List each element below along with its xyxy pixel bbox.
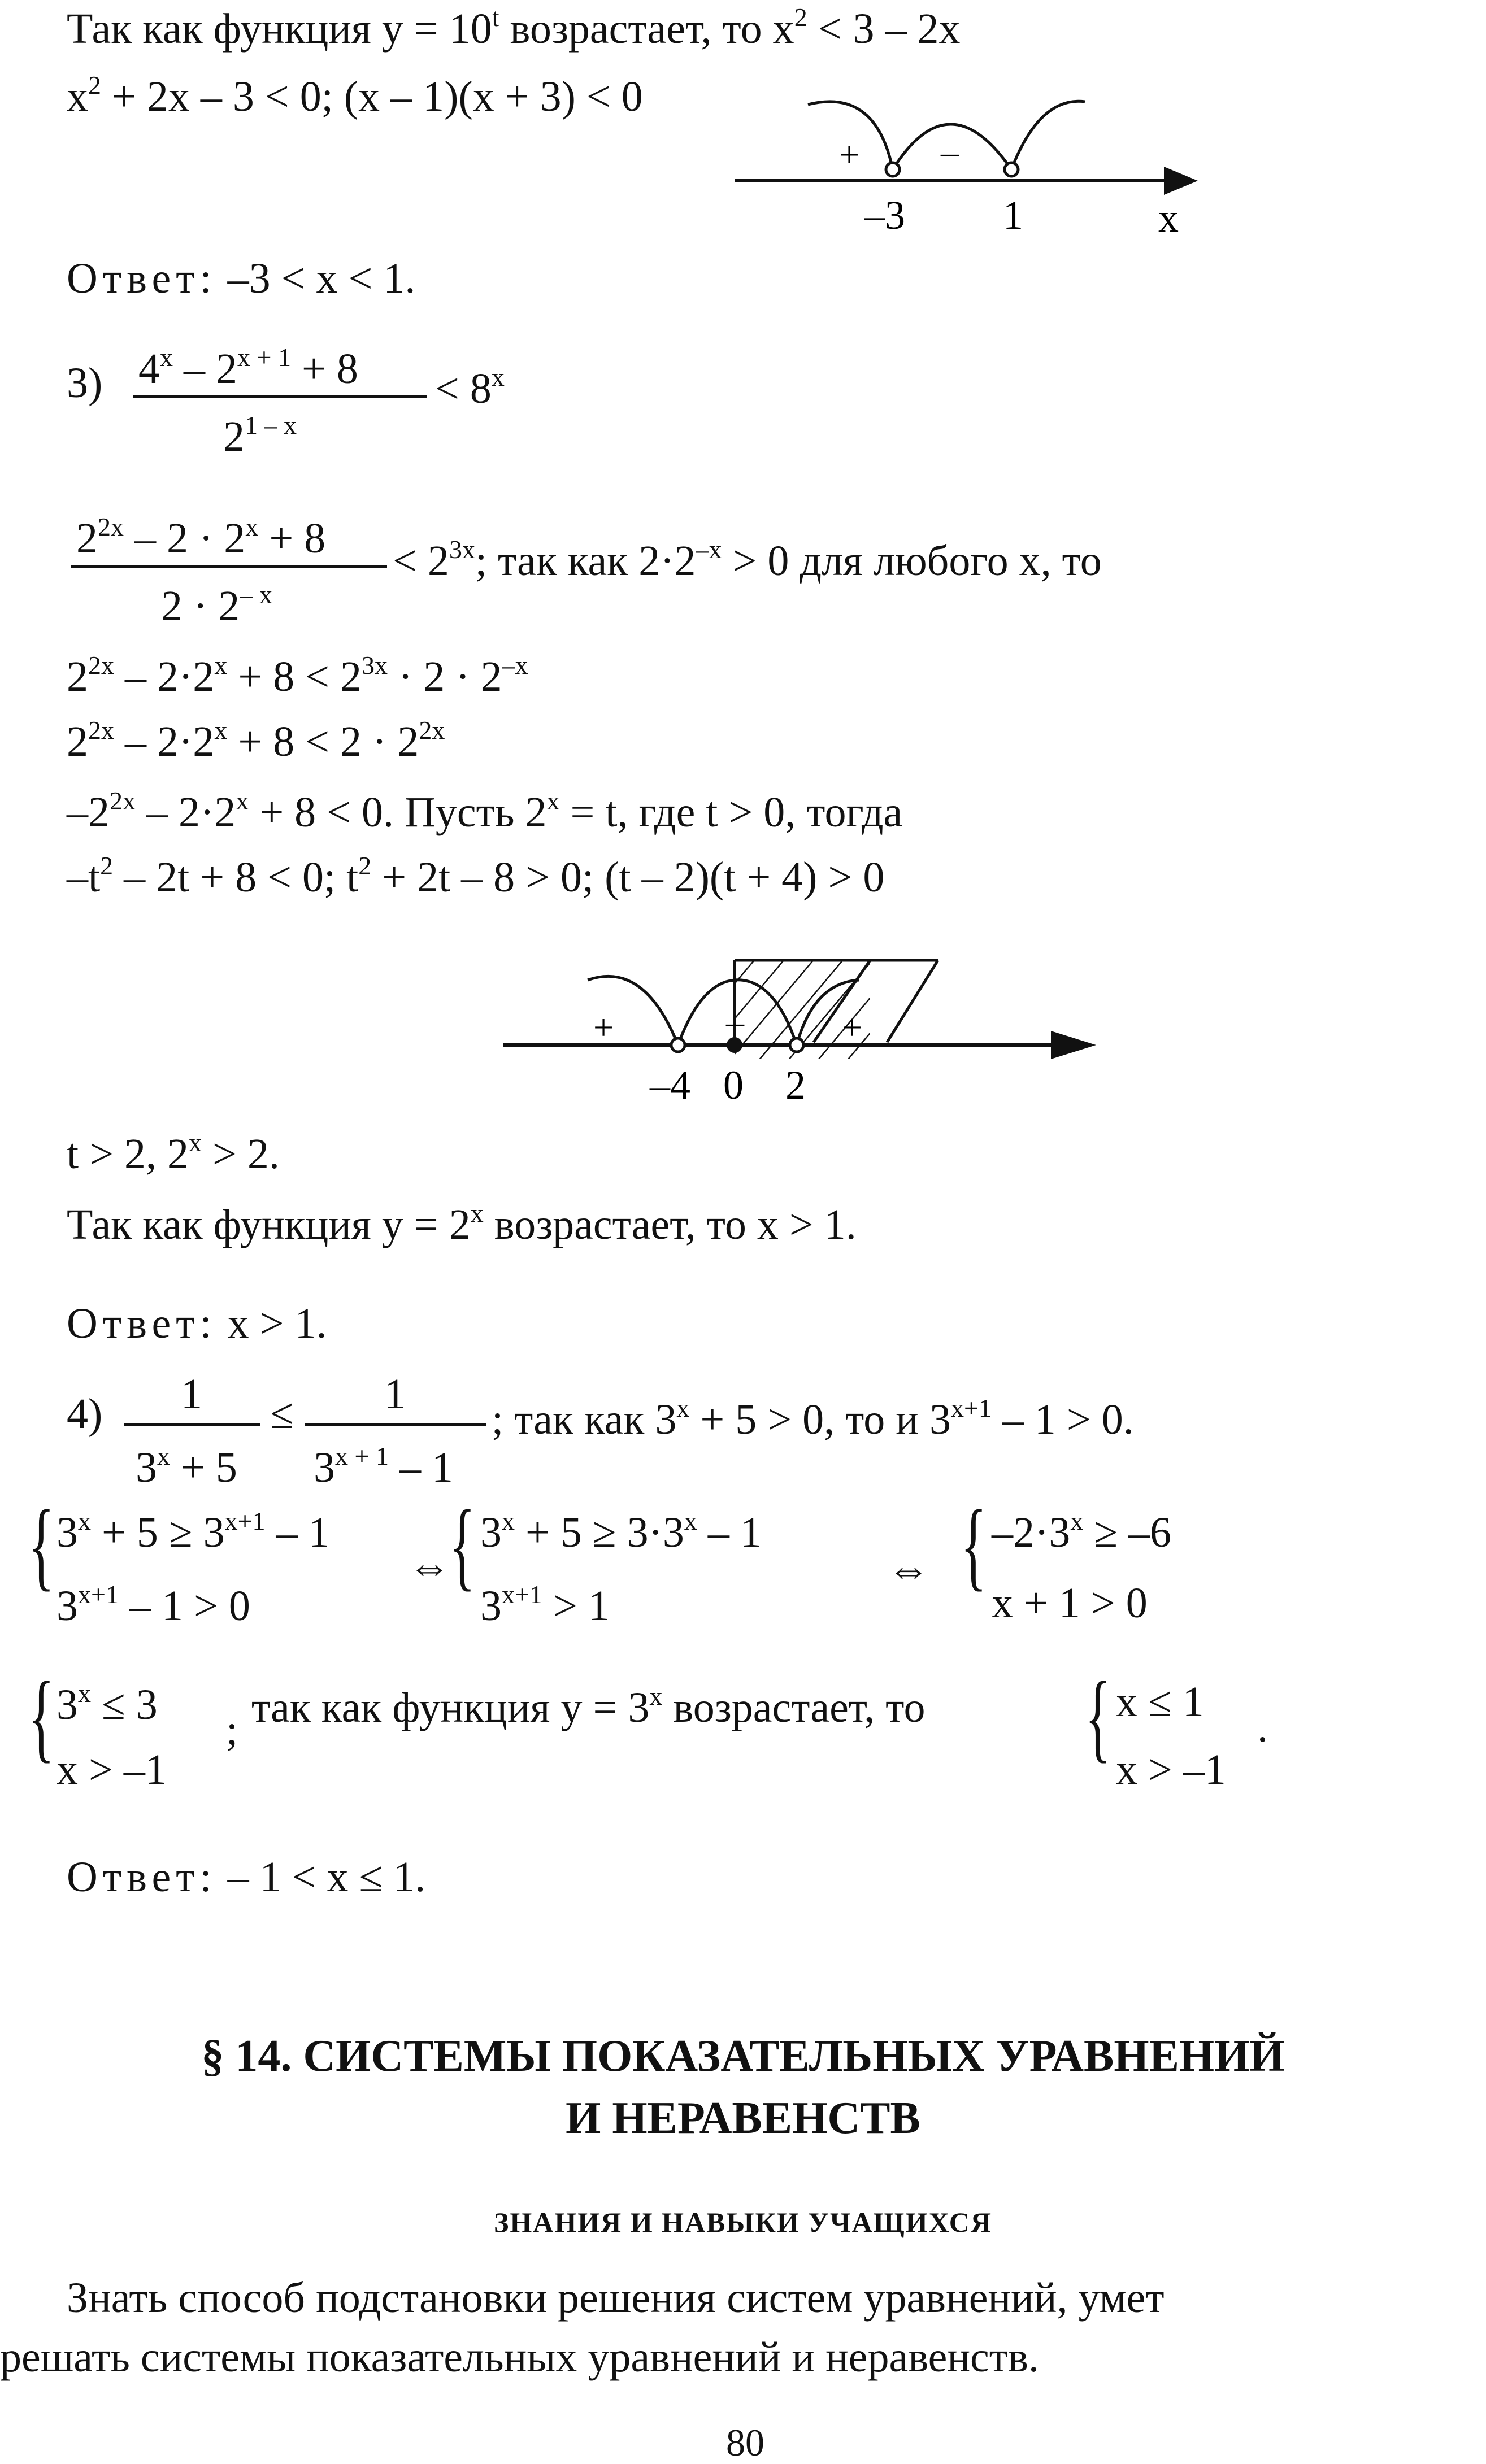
open-point bbox=[886, 163, 900, 176]
step-4: $-t^2 - 2t + 8 < 0$; $t^2 + 2t - 8 > 0$; (t – 2)(t + 4) > 0 bbox=[67, 851, 885, 901]
system-row: $3^x + 5 \ge 3\cdot 3^x - 1$ bbox=[480, 1507, 762, 1556]
text: ; так как 2·2 bbox=[475, 537, 696, 585]
text: Так как функция y = 10 bbox=[67, 5, 492, 53]
numerator: 1 bbox=[384, 1370, 406, 1418]
fraction bbox=[305, 1367, 492, 1497]
brace: { bbox=[28, 1662, 55, 1772]
system-row: $3^x + 5 \ge 3^{x+1} - 1$ bbox=[57, 1507, 330, 1556]
mid-text: так как функция $y = 3^x$ возрастает, то bbox=[251, 1682, 926, 1731]
numerator: $4^x - 2^{x + 1} + 8$ bbox=[138, 343, 358, 393]
fraction bbox=[71, 508, 387, 638]
step-1: $2^{2x} - 2\cdot 2^x + 8 < 2^{3x} \cdot 2 \cdot 2^{-x}$ bbox=[67, 651, 528, 700]
text: < 8 bbox=[435, 365, 492, 412]
text: < 3 – 2x bbox=[807, 5, 961, 53]
sup: 3x bbox=[449, 535, 475, 564]
brace: { bbox=[28, 1490, 55, 1600]
t-result: t > 2, $2^x > 2$. bbox=[67, 1128, 280, 1178]
system-row: $3^{x+1} > 1$ bbox=[480, 1580, 610, 1630]
answer-label: Ответ: bbox=[67, 1300, 217, 1347]
text: > 0 для любого x, то bbox=[722, 537, 1102, 585]
problem-number: 3) bbox=[67, 359, 103, 407]
sign-plus: + bbox=[839, 134, 860, 175]
system-row: x > –1 bbox=[57, 1746, 167, 1793]
sup: x bbox=[491, 363, 505, 391]
text: + 2x – 3 < 0; (x – 1)(x + 3) < 0 bbox=[101, 73, 643, 120]
brace: { bbox=[961, 1490, 987, 1600]
problem-number: 4) bbox=[67, 1390, 103, 1438]
tick-label: –3 bbox=[864, 193, 905, 238]
text: < 2 bbox=[393, 537, 449, 585]
system-row: $-2\cdot 3^x \ge -6$ bbox=[992, 1507, 1172, 1556]
line-quadratic bbox=[67, 72, 643, 118]
tick-label: –4 bbox=[650, 1063, 690, 1108]
line-a-rhs bbox=[393, 535, 1102, 585]
section-subtitle: ЗНАНИЯ И НАВЫКИ УЧАЩИХСЯ bbox=[494, 2206, 992, 2238]
function-line: Так как функция $y = 2^x$ возрастает, то x > 1. bbox=[67, 1199, 857, 1248]
open-point bbox=[1005, 163, 1018, 176]
sup: –x bbox=[696, 535, 722, 564]
answer-label: Ответ: bbox=[67, 255, 217, 302]
denominator: $3^x + 5$ bbox=[136, 1442, 237, 1491]
sign-minus: – bbox=[726, 1002, 744, 1042]
numerator: $2^{2x} - 2 \cdot 2^x + 8$ bbox=[76, 512, 326, 562]
brace: { bbox=[1085, 1662, 1111, 1772]
section-title-line1: § 14. СИСТЕМЫ ПОКАЗАТЕЛЬНЫХ УРАВНЕНИЙ bbox=[201, 2031, 1285, 2081]
body-line-1: Знать способ подстановки решения систем уравнений, умет bbox=[67, 2274, 1165, 2322]
section-title-line2: И НЕРАВЕНСТВ bbox=[566, 2093, 920, 2143]
sup: t bbox=[492, 3, 499, 32]
denominator: $2 \cdot 2^{- x}$ bbox=[161, 580, 272, 630]
answer-2 bbox=[67, 1302, 327, 1345]
open-point bbox=[790, 1038, 803, 1052]
iff-sign: ⇔ bbox=[408, 1543, 451, 1590]
answer-value: x > 1. bbox=[216, 1300, 327, 1347]
denominator: 2$^{1 - x}$ bbox=[223, 411, 297, 460]
sup: 2 bbox=[794, 3, 807, 32]
body-line-2: решать системы показательных уравнений и неравенств. bbox=[0, 2334, 1039, 2381]
tick-label: 2 bbox=[785, 1063, 806, 1108]
fraction-bar bbox=[133, 395, 427, 398]
axis-arrow bbox=[1051, 1031, 1096, 1059]
fraction-bar bbox=[305, 1423, 486, 1426]
answer-value: – 1 < x ≤ 1. bbox=[216, 1853, 426, 1901]
semicolon: ; bbox=[226, 1706, 238, 1754]
le-sign: ≤ bbox=[270, 1390, 294, 1438]
fraction bbox=[133, 339, 427, 469]
p4-text: ; так как $3^x + 5 > 0$, то и $3^{x+1} - 1 > 0$. bbox=[492, 1394, 1134, 1443]
sup: 2 bbox=[88, 71, 101, 99]
system-row: $3^x \le 3$ bbox=[57, 1679, 158, 1729]
fraction-bar bbox=[124, 1423, 260, 1426]
line-function-10t bbox=[67, 3, 961, 53]
fraction-bar bbox=[71, 565, 387, 568]
denominator: $3^{x + 1} - 1$ bbox=[314, 1442, 453, 1491]
p3-rhs bbox=[435, 364, 505, 410]
fraction bbox=[124, 1367, 271, 1497]
system-row: $3^{x+1} - 1 > 0$ bbox=[57, 1580, 250, 1630]
tick-label: 0 bbox=[723, 1063, 744, 1108]
tick-label: 1 bbox=[1003, 193, 1023, 238]
answer-3 bbox=[67, 1853, 426, 1901]
open-point bbox=[671, 1038, 685, 1052]
brace: { bbox=[449, 1490, 476, 1600]
answer-value: –3 < x < 1. bbox=[216, 255, 416, 302]
sign-arc bbox=[1011, 101, 1085, 169]
axis-label: x bbox=[1158, 195, 1179, 241]
hatch-edge bbox=[887, 960, 938, 1042]
system-row: x + 1 > 0 bbox=[992, 1579, 1148, 1627]
axis-arrow bbox=[1164, 167, 1198, 195]
step-2: $2^{2x} - 2\cdot 2^x + 8 < 2 \cdot 2^{2x}$ bbox=[67, 716, 445, 765]
answer-1 bbox=[67, 257, 415, 300]
system-row: x ≤ 1 bbox=[1116, 1678, 1204, 1726]
text: x bbox=[67, 73, 88, 120]
system-row: x > –1 bbox=[1116, 1746, 1226, 1793]
period: . bbox=[1257, 1704, 1268, 1751]
text: возрастает, то x bbox=[499, 5, 794, 53]
page-number: 80 bbox=[726, 2421, 764, 2464]
answer-label: Ответ: bbox=[67, 1853, 217, 1901]
sign-plus: + bbox=[842, 1007, 863, 1047]
sign-minus: – bbox=[941, 132, 959, 172]
iff-sign: ⇔ bbox=[887, 1546, 930, 1593]
numerator: 1 bbox=[181, 1370, 202, 1418]
sign-chart-1 bbox=[723, 85, 1203, 249]
sign-plus: + bbox=[593, 1007, 614, 1047]
step-3: $-2^{2x} - 2\cdot 2^x + 8 < 0$. Пусть $2^x = t$, где t > 0, тогда bbox=[67, 786, 903, 836]
sign-chart-2 bbox=[497, 949, 1107, 1118]
